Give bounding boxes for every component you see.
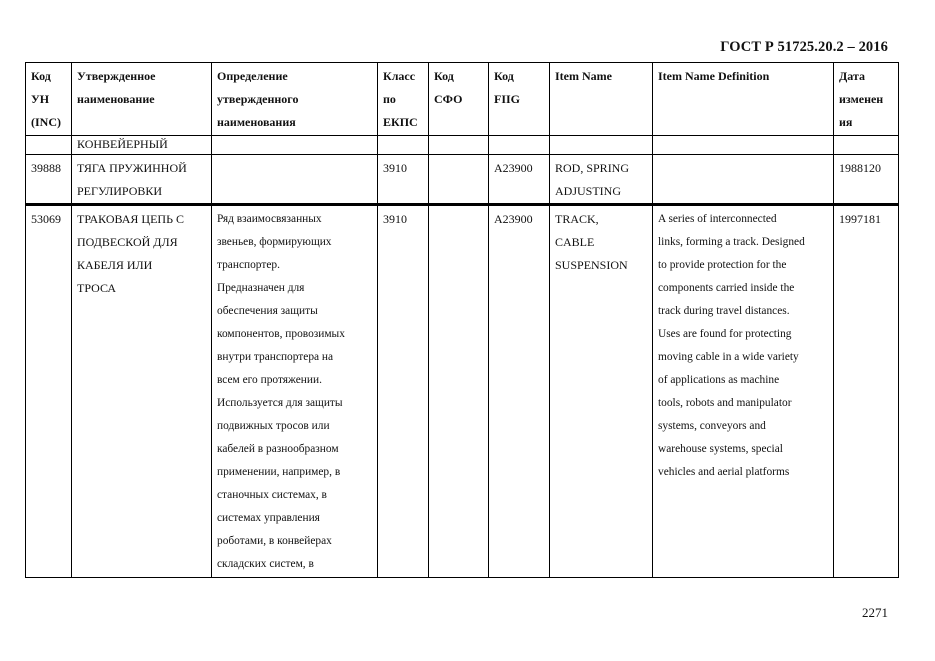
- table-row: [26, 136, 899, 155]
- cell-inc: [26, 136, 72, 155]
- cell-sfo-code: [429, 155, 489, 205]
- table-row: [26, 205, 899, 578]
- cell-inc: 39888: [26, 155, 72, 205]
- cell-sfo-code: [429, 205, 489, 578]
- header-item-name: Item Name: [550, 63, 653, 136]
- cell-item-name: [550, 136, 653, 155]
- cell-definition: [212, 155, 378, 205]
- cell-change-date: 1988120: [834, 155, 899, 205]
- document-header: ГОСТ Р 51725.20.2 – 2016: [720, 39, 888, 55]
- cell-inc: 53069: [26, 205, 72, 578]
- cell-approved-name: ТРАКОВАЯ ЦЕПЬ С ПОДВЕСКОЙ ДЛЯ КАБЕЛЯ ИЛИ ТРОСА: [72, 205, 212, 578]
- page-number: 2271: [862, 605, 888, 620]
- cell-ekps-class: 3910: [378, 155, 429, 205]
- header-fiig-code: Код FIIG: [489, 63, 550, 136]
- header-inc: Код УН (INC): [26, 63, 72, 136]
- header-definition: Определение утвержденного наименования: [212, 63, 378, 136]
- catalog-table: [25, 62, 899, 578]
- cell-item-name: ROD, SPRING ADJUSTING: [550, 155, 653, 205]
- cell-item-name-definition: A series of interconnected links, forming a track. Designed to provide protection for the components carried inside the track during travel distances. Uses are found for protecting moving cable in a wide variety of applications as machine tools, robots and manipulator systems, conveyors and warehouse systems, special vehicles and aerial platforms: [653, 205, 834, 578]
- cell-definition: Ряд взаимосвязанных звеньев, формирующих транспортер. Предназначен для обеспечения защиты компонентов, провозимых внутри транспортера на всем его протяжении. Используется для защиты подвижных тросов или кабелей в разнообразном применении, например, в станочных системах, в системах управления роботами, в конвейерах складских систем, в: [212, 205, 378, 578]
- cell-fiig-code: A23900: [489, 155, 550, 205]
- cell-ekps-class: 3910: [378, 205, 429, 578]
- header-item-name-definition: Item Name Definition: [653, 63, 834, 136]
- cell-item-name-definition: [653, 136, 834, 155]
- cell-change-date: 1997181: [834, 205, 899, 578]
- header-sfo-code: Код СФО: [429, 63, 489, 136]
- cell-ekps-class: [378, 136, 429, 155]
- cell-fiig-code: A23900: [489, 205, 550, 578]
- table-header-row: [26, 63, 899, 136]
- cell-item-name: TRACK, CABLE SUSPENSION: [550, 205, 653, 578]
- header-approved-name: Утвержденное наименование: [72, 63, 212, 136]
- cell-item-name-definition: [653, 155, 834, 205]
- cell-approved-name: КОНВЕЙЕРНЫЙ: [72, 136, 212, 155]
- cell-change-date: [834, 136, 899, 155]
- cell-approved-name: ТЯГА ПРУЖИННОЙ РЕГУЛИРОВКИ: [72, 155, 212, 205]
- header-change-date: Дата изменен ия: [834, 63, 899, 136]
- table-row: [26, 155, 899, 205]
- cell-fiig-code: [489, 136, 550, 155]
- cell-sfo-code: [429, 136, 489, 155]
- cell-definition: [212, 136, 378, 155]
- header-ekps-class: Класс по ЕКПС: [378, 63, 429, 136]
